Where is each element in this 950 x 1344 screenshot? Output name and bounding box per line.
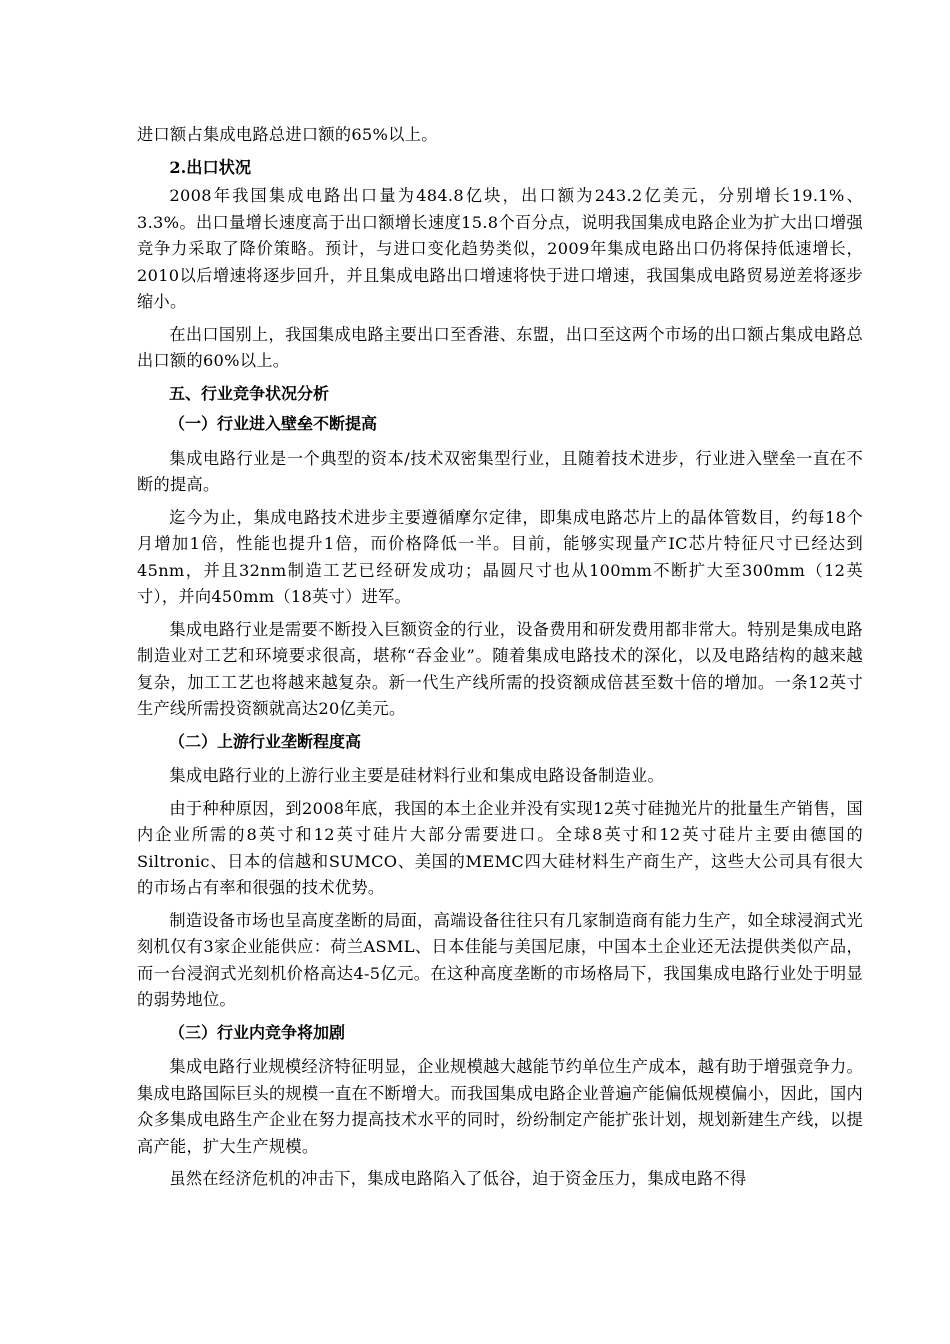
subsection-heading-upstream-monopoly: （二）上游行业垄断程度高 (169, 731, 362, 751)
paragraph-investment: 集成电路行业是需要不断投入巨额资金的行业，设备费用和研发费用都非常大。特别是集成电路制造业对工艺和环境要求很高，堪称“吞金业”。随着集成电路技术的深化，以及电路结构的越来越复杂，加工工艺也将越来越复杂。新一代生产线所需的投资额成倍甚至数十倍的增加。一条12英寸生产线所需投资额就高达20亿美元。 (137, 619, 863, 718)
paragraph-export-countries: 在出口国别上，我国集成电路主要出口至香港、东盟，出口至这两个市场的出口额占集成电路总出口额的60%以上。 (137, 324, 863, 370)
paragraph-economic-crisis: 虽然在经济危机的冲击下，集成电路陷入了低谷，迫于资金压力，集成电路不得 (169, 1169, 747, 1188)
paragraph-capital-technology: 集成电路行业是一个典型的资本/技术双密集型行业，且随着技术进步，行业进入壁垒一直在不断的提高。 (137, 448, 863, 494)
subsection-heading-internal-competition: （三）行业内竞争将加剧 (169, 1022, 346, 1042)
paragraph-equipment-market: 制造设备市场也呈高度垄断的局面，高端设备往往只有几家制造商有能力生产，如全球浸润式光刻机仅有3家企业能供应：荷兰ASML、日本佳能与美国尼康，中国本土企业还无法提供类似产品，而一台浸润式光刻机价格高达4-5亿元。在这种高度垄断的市场格局下，我国集成电路行业处于明显的弱势地位。 (137, 910, 863, 1009)
section-heading-competition: 五、行业竞争状况分析 (169, 383, 330, 403)
paragraph-upstream-industries: 集成电路行业的上游行业主要是硅材料行业和集成电路设备制造业。 (169, 766, 665, 785)
paragraph-economies-of-scale: 集成电路行业规模经济特征明显，企业规模越大越能节约单位生产成本，越有助于增强竞争力。集成电路国际巨头的规模一直在不断增大。而我国集成电路企业普遍产能偏低规模偏小，因此，国内众多集成电路生产企业在努力提高技术水平的同时，纷纷制定产能扩张计划，规划新建生产线，以提高产能，扩大生产规模。 (137, 1057, 863, 1156)
paragraph-import-share: 进口额占集成电路总进口额的65%以上。 (137, 125, 438, 144)
document-page (137, 122, 863, 1199)
paragraph-silicon-wafers: 由于种种原因，到2008年底，我国的本土企业并没有实现12英寸硅抛光片的批量生产销售，国内企业所需的8英寸和12英寸硅片大部分需要进口。全球8英寸和12英寸硅片主要由德国的Siltronic、日本的信越和SUMCO、美国的MEMC四大硅材料生产商生产，这些大公司具有很大的市场占有率和很强的技术优势。 (137, 798, 863, 897)
paragraph-moores-law: 迄今为止，集成电路技术进步主要遵循摩尔定律，即集成电路芯片上的晶体管数目，约每18个月增加1倍，性能也提升1倍，而价格降低一半。目前，能够实现量产IC芯片特征尺寸已经达到45nm，并且32nm制造工艺已经研发成功；晶圆尺寸也从100mm不断扩大至300mm（12英寸），并向450mm（18英寸）进军。 (137, 507, 863, 606)
heading-export-status: 2.出口状况 (169, 157, 252, 177)
subsection-heading-entry-barriers: （一）行业进入壁垒不断提高 (169, 414, 378, 433)
paragraph-export-volume: 2008年我国集成电路出口量为484.8亿块，出口额为243.2亿美元，分别增长19.1%、3.3%。出口量增长速度高于出口额增长速度15.8个百分点，说明我国集成电路企业为扩大出口增强竞争力采取了降价策略。预计，与进口变化趋势类似，2009年集成电路出口仍将保持低速增长，2010以后增速将逐步回升，并且集成电路出口增速将快于进口增速，我国集成电路贸易逆差将逐步缩小。 (137, 186, 863, 311)
